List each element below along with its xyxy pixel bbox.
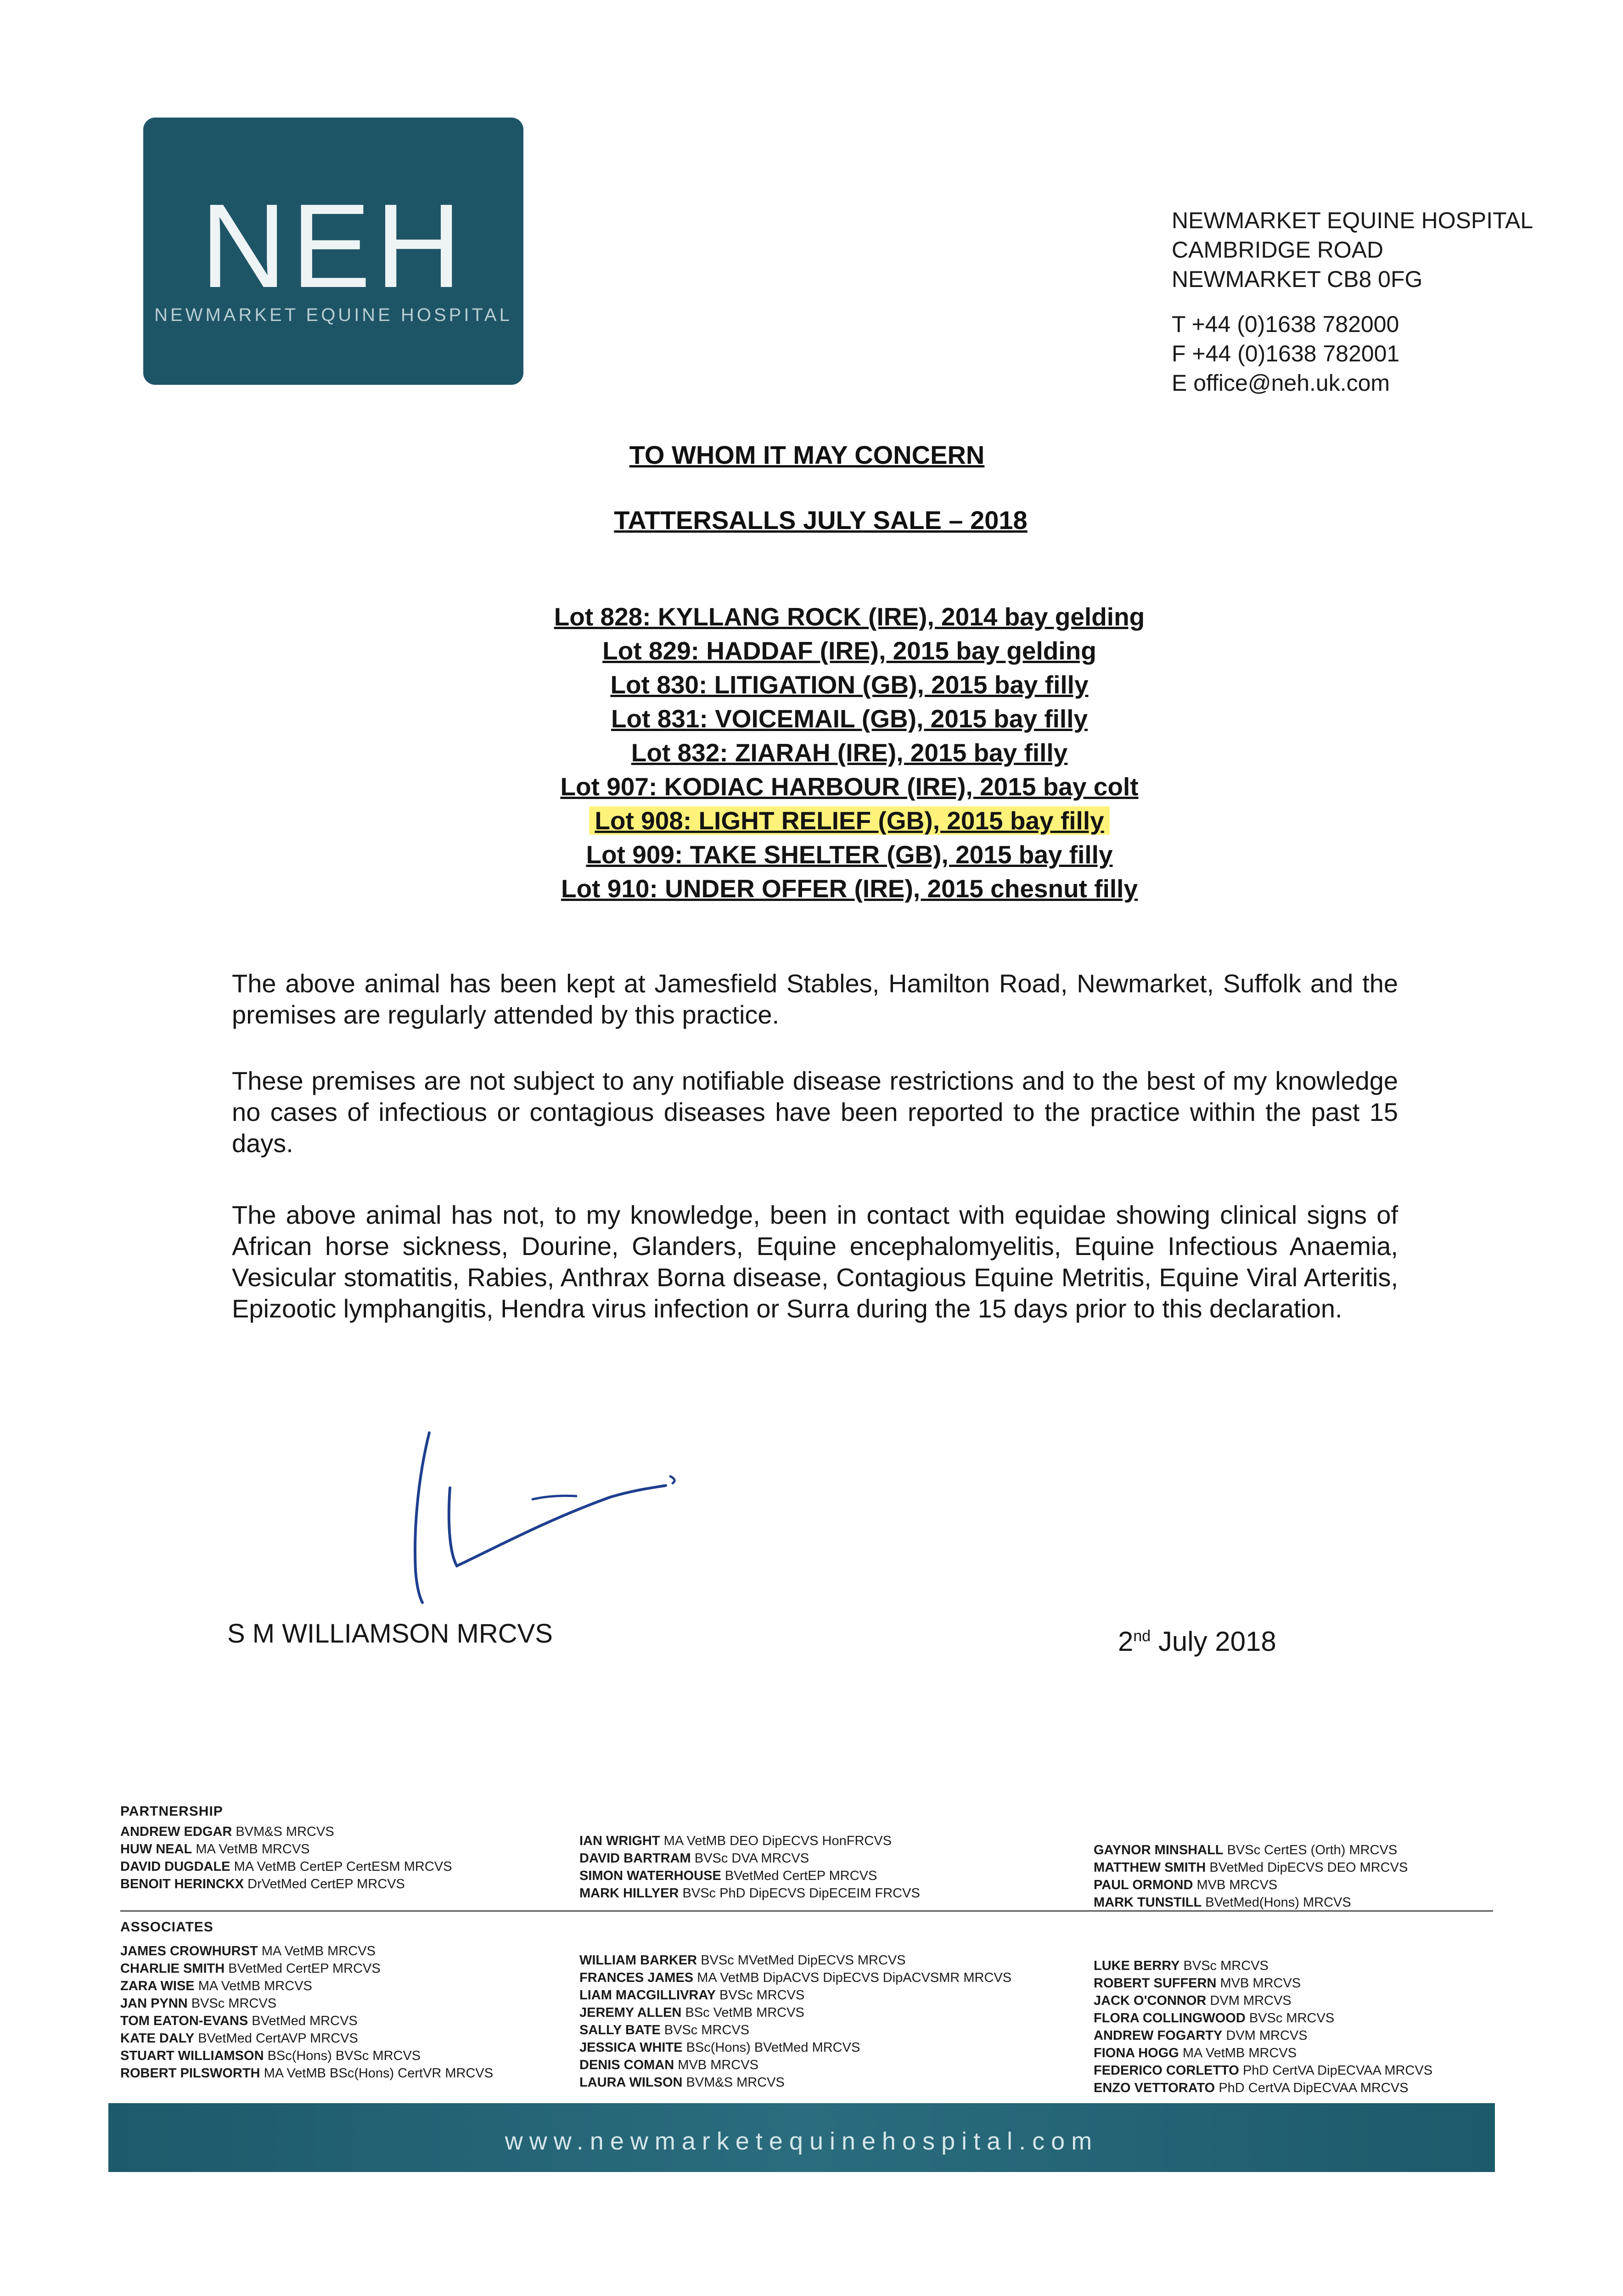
staff-row: MATTHEW SMITH BVetMed DipECVS DEO MRCVS — [1094, 1860, 1408, 1875]
staff-row: ROBERT PILSWORTH MA VetMB BSc(Hons) CertVR MRCVS — [120, 2066, 494, 2081]
lot-item: Lot 907: KODIAC HARBOUR (IRE), 2015 bay colt — [560, 772, 1139, 801]
staff-row: PAUL ORMOND MVB MRCVS — [1094, 1878, 1278, 1892]
telephone: T +44 (0)1638 782000 — [1172, 311, 1399, 337]
staff-row: LUKE BERRY BVSc MRCVS — [1094, 1958, 1269, 1973]
staff-row: SIMON WATERHOUSE BVetMed CertEP MRCVS — [579, 1868, 877, 1883]
staff-row: LAURA WILSON BVM&S MRCVS — [579, 2075, 785, 2090]
staff-row: ENZO VETTORATO PhD CertVA DipECVAA MRCVS — [1094, 2081, 1409, 2095]
staff-row: DAVID DUGDALE MA VetMB CertEP CertESM MRCVS — [120, 1859, 452, 1874]
lot-item: Lot 910: UNDER OFFER (IRE), 2015 chesnut filly — [561, 874, 1138, 903]
staff-row: JEREMY ALLEN BSc VetMB MRCVS — [579, 2005, 804, 2020]
footer-website: www.newmarketequinehospital.com — [505, 2127, 1099, 2155]
lot-item: Lot 909: TAKE SHELTER (GB), 2015 bay filly — [586, 840, 1113, 869]
letter-date: 2nd July 2018 — [1118, 1626, 1276, 1657]
staff-row: STUART WILLIAMSON BSc(Hons) BVSc MRCVS — [120, 2048, 421, 2063]
address-line: NEWMARKET EQUINE HOSPITAL — [1172, 208, 1533, 233]
staff-row: FLORA COLLINGWOOD BVSc MRCVS — [1094, 2011, 1335, 2026]
footer-band — [108, 2103, 1495, 2172]
staff-row: DAVID BARTRAM BVSc DVA MRCVS — [579, 1851, 809, 1866]
signature — [395, 1414, 716, 1607]
associates-column — [120, 1942, 493, 2082]
paragraph-premises: The above animal has been kept at Jamesfield Stables, Hamilton Road, Newmarket, Suffolk and the premises are regularly attended by this practice. — [232, 969, 1398, 1029]
email: E office@neh.uk.com — [1172, 370, 1390, 396]
staff-row: FIONA HOGG MA VetMB MRCVS — [1094, 2046, 1297, 2060]
address-block — [1172, 206, 1539, 398]
neh-logo — [143, 118, 523, 385]
staff-row: FRANCES JAMES MA VetMB DipACVS DipECVS DipACVSMR MRCVS — [579, 1970, 1012, 1985]
staff-row: ZARA WISE MA VetMB MRCVS — [120, 1979, 312, 1993]
partnership-column — [579, 1832, 920, 1902]
logo-mark: NEH — [200, 180, 466, 313]
lot-item: Lot 832: ZIARAH (IRE), 2015 bay filly — [631, 738, 1068, 767]
staff-row: TOM EATON-EVANS BVetMed MRCVS — [120, 2014, 358, 2028]
staff-row: ROBERT SUFFERN MVB MRCVS — [1094, 1976, 1301, 1991]
staff-row: BENOIT HERINCKX DrVetMed CertEP MRCVS — [120, 1877, 405, 1891]
staff-row: FEDERICO CORLETTO PhD CertVA DipECVAA MRCVS — [1094, 2063, 1433, 2078]
partnership-column — [1094, 1841, 1408, 1911]
staff-row: CHARLIE SMITH BVetMed CertEP MRCVS — [120, 1961, 381, 1976]
lot-item: Lot 829: HADDAF (IRE), 2015 bay gelding — [602, 636, 1096, 665]
staff-row: ANDREW FOGARTY DVM MRCVS — [1094, 2028, 1308, 2043]
lot-item: Lot 831: VOICEMAIL (GB), 2015 bay filly — [611, 704, 1088, 733]
staff-row: LIAM MACGILLIVRAY BVSc MRCVS — [579, 1988, 805, 2003]
sale-heading: TATTERSALLS JULY SALE – 2018 — [614, 506, 1028, 535]
divider — [120, 1910, 1493, 1912]
staff-row: JACK O'CONNOR DVM MRCVS — [1094, 1993, 1292, 2008]
partnership-title: PARTNERSHIP — [120, 1804, 223, 1819]
associates-column — [1094, 1957, 1432, 2097]
staff-row: MARK TUNSTILL BVetMed(Hons) MRCVS — [1094, 1895, 1351, 1910]
partnership-column — [120, 1823, 452, 1893]
signer-name: S M WILLIAMSON MRCVS — [227, 1619, 553, 1649]
address-line: NEWMARKET CB8 0FG — [1172, 266, 1423, 292]
paragraph-restrictions: These premises are not subject to any notifiable disease restrictions and to the best of my knowledge no cases of infectious or contagious diseases have been reported to the practice within the past 15 days. — [232, 1066, 1398, 1158]
paragraph-diseases: The above animal has not, to my knowledge, been in contact with equidae showing clinical signs of African horse sickness, Dourine, Glanders, Equine encephalomyelitis, Equine Infectious Anaemia, Vesicular stomatitis, Rabies, Anthrax Borna disease, Contagious Equine Metritis, Equine Viral Arteritis, Epizootic lymphangitis, Hendra virus infection or Surra during the 15 days prior to this declaration. — [232, 1200, 1398, 1323]
staff-row: GAYNOR MINSHALL BVSc CertES (Orth) MRCVS — [1094, 1843, 1398, 1857]
staff-row: JESSICA WHITE BSc(Hons) BVetMed MRCVS — [579, 2040, 860, 2055]
staff-row: WILLIAM BARKER BVSc MVetMed DipECVS MRCVS — [579, 1953, 906, 1968]
staff-row: IAN WRIGHT MA VetMB DEO DipECVS HonFRCVS — [579, 1834, 892, 1848]
lot-list — [413, 600, 1286, 906]
staff-row: ANDREW EDGAR BVM&S MRCVS — [120, 1824, 334, 1839]
staff-row: HUW NEAL MA VetMB MRCVS — [120, 1842, 310, 1857]
staff-row: SALLY BATE BVSc MRCVS — [579, 2023, 750, 2037]
concern-heading: TO WHOM IT MAY CONCERN — [629, 440, 985, 469]
address-line: CAMBRIDGE ROAD — [1172, 237, 1384, 263]
staff-row: KATE DALY BVetMed CertAVP MRCVS — [120, 2031, 358, 2046]
lot-item: Lot 830: LITIGATION (GB), 2015 bay filly — [610, 670, 1089, 699]
staff-row: MARK HILLYER BVSc PhD DipECVS DipECEIM FRCVS — [579, 1886, 920, 1901]
associates-title: ASSOCIATES — [120, 1919, 213, 1935]
fax: F +44 (0)1638 782001 — [1172, 341, 1400, 366]
staff-row: JAN PYNN BVSc MRCVS — [120, 1996, 277, 2011]
staff-row: DENIS COMAN MVB MRCVS — [579, 2058, 758, 2072]
lot-item: Lot 828: KYLLANG ROCK (IRE), 2014 bay gelding — [554, 602, 1145, 631]
logo-subtitle: NEWMARKET EQUINE HOSPITAL — [154, 305, 512, 325]
associates-column — [579, 1952, 1011, 2091]
staff-row: JAMES CROWHURST MA VetMB MRCVS — [120, 1944, 376, 1958]
lot-item-highlighted: Lot 908: LIGHT RELIEF (GB), 2015 bay filly — [413, 804, 1286, 838]
